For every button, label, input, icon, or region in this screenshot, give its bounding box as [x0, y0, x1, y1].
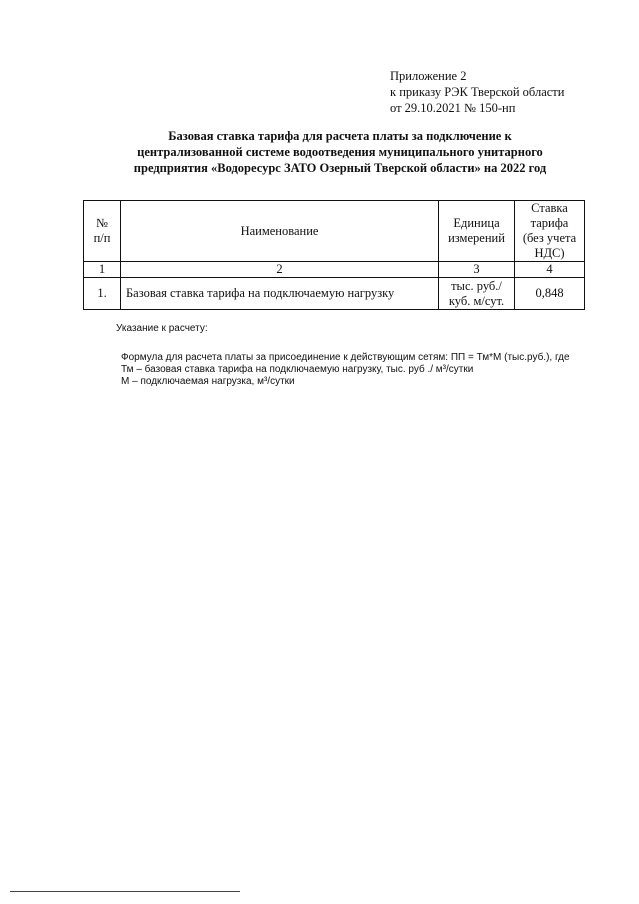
- header-rate-line-4: НДС): [534, 246, 565, 260]
- table-row: [84, 278, 585, 310]
- header-number: [84, 201, 121, 262]
- header-rate: [515, 201, 585, 262]
- tariff-table: [83, 200, 585, 310]
- column-number-3: 3: [439, 262, 515, 278]
- title-line-1: Базовая ставка тарифа для расчета платы за подключение к: [168, 129, 512, 143]
- row-name: Базовая ставка тарифа на подключаемую нагрузку: [121, 278, 439, 310]
- header-unit-line-1: Единица: [453, 216, 500, 230]
- row-number: 1.: [84, 278, 121, 310]
- header-unit-line-2: измерений: [448, 231, 505, 245]
- footer-divider: [10, 891, 240, 892]
- column-number-row: [84, 262, 585, 278]
- table-header-row: [84, 201, 585, 262]
- row-unit-line-1: тыс. руб./: [451, 278, 502, 293]
- calculation-note-label: Указание к расчету:: [116, 323, 208, 334]
- appendix-reference: [390, 68, 564, 116]
- formula-block: [121, 352, 570, 388]
- formula-line-3: М – подключаемая нагрузка, м³/сутки: [121, 376, 295, 387]
- title-line-2: централизованной системе водоотведения муниципального унитарного: [137, 145, 543, 159]
- title-line-3: предприятия «Водоресурс ЗАТО Озерный Тверской области» на 2022 год: [133, 161, 547, 175]
- row-unit-line-2: куб. м/сут.: [448, 293, 505, 308]
- header-unit: [439, 201, 515, 262]
- document-title: [60, 128, 620, 176]
- header-name: Наименование: [121, 201, 439, 262]
- row-unit: [439, 278, 515, 310]
- header-number-abbr: п/п: [93, 231, 111, 245]
- formula-line-2: Тм – базовая ставка тарифа на подключаемую нагрузку, тыс. руб ./ м³/сутки: [121, 364, 474, 375]
- column-number-4: 4: [515, 262, 585, 278]
- header-rate-line-2: тарифа: [530, 216, 569, 230]
- row-rate: 0,848: [515, 278, 585, 310]
- header-rate-line-1: Ставка: [531, 201, 568, 215]
- formula-line-1: Формула для расчета платы за присоединение к действующим сетям: ПП = Тм*М (тыс.руб.), где: [121, 352, 570, 363]
- column-number-1: 1: [84, 262, 121, 278]
- appendix-order: к приказу РЭК Тверской области: [390, 85, 565, 99]
- header-number-sign: №: [96, 216, 108, 230]
- header-rate-line-3: (без учета: [522, 231, 577, 245]
- appendix-number: Приложение 2: [390, 69, 467, 83]
- column-number-2: 2: [121, 262, 439, 278]
- appendix-date: от 29.10.2021 № 150-нп: [390, 101, 516, 115]
